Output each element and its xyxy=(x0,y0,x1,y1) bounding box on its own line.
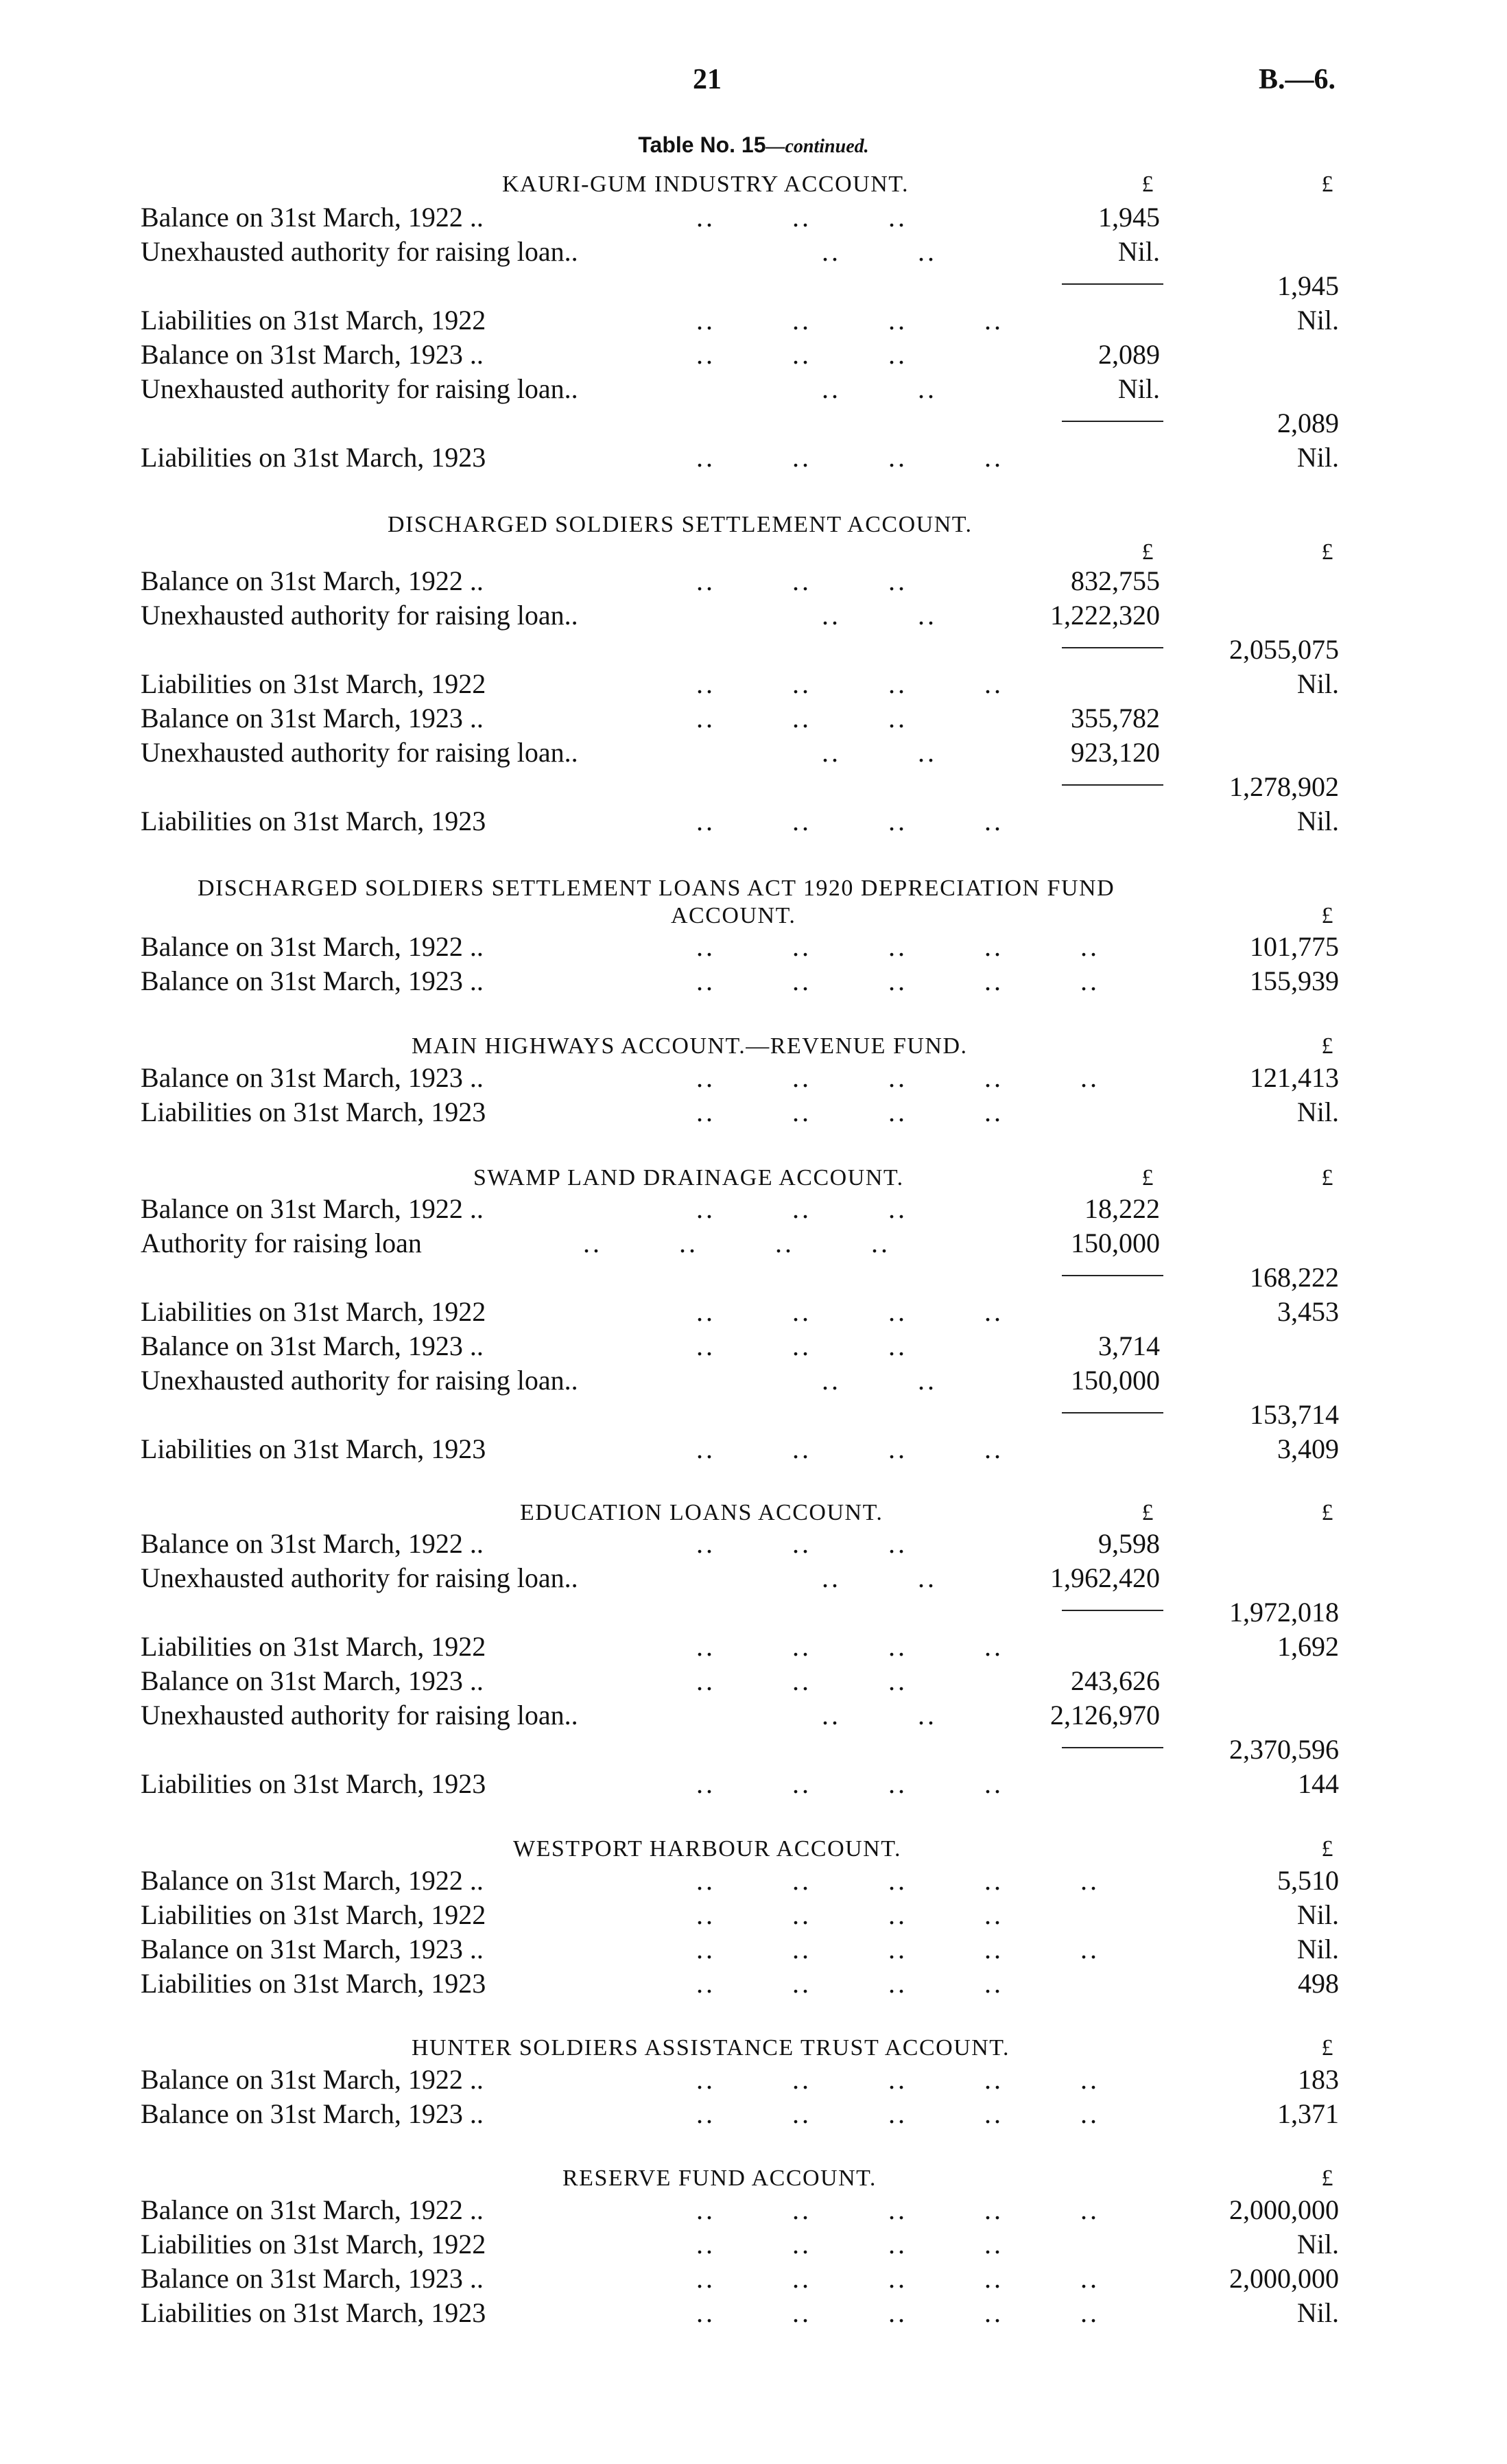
leader-dots: .. .. .. xyxy=(696,339,907,370)
amount: 168,222 xyxy=(1250,1262,1339,1293)
leader-dots: .. .. .. xyxy=(696,1193,907,1224)
table-row xyxy=(0,1226,1507,1260)
table-row xyxy=(0,1192,1507,1226)
amount: 1,371 xyxy=(1277,2098,1339,2129)
row-label: Unexhausted authority for raising loan.. xyxy=(141,1365,578,1396)
pound-sign: £ xyxy=(1141,172,1154,197)
table-row xyxy=(0,1733,1507,1767)
amount: Nil. xyxy=(1296,2297,1339,2328)
table-row xyxy=(0,1398,1507,1432)
table-row xyxy=(0,633,1507,667)
amount: 3,409 xyxy=(1277,1433,1339,1464)
table-row xyxy=(0,1932,1507,1967)
amount: 2,089 xyxy=(1277,408,1339,438)
amount: Nil. xyxy=(1117,236,1160,267)
leader-dots: .. .. xyxy=(822,1700,937,1730)
row-label: Liabilities on 31st March, 1923 xyxy=(141,1768,486,1799)
table-row xyxy=(0,964,1507,998)
row-label: Unexhausted authority for raising loan.. xyxy=(141,1700,578,1730)
amount: 18,222 xyxy=(1084,1193,1160,1224)
table-row xyxy=(0,2227,1507,2262)
pound-sign: £ xyxy=(1321,903,1334,928)
leader-dots: .. .. xyxy=(822,1365,937,1396)
table-row xyxy=(0,2296,1507,2330)
leader-dots: .. .. .. xyxy=(696,565,907,596)
section-title: RESERVE FUND ACCOUNT. xyxy=(562,2166,877,2191)
page-number: 21 xyxy=(693,64,722,95)
leader-dots: .. .. .. .. xyxy=(696,806,1004,836)
leader-dots: .. .. xyxy=(822,236,937,267)
table-row xyxy=(0,564,1507,598)
amount: 498 xyxy=(1298,1968,1339,1999)
amount: 1,692 xyxy=(1277,1631,1339,1662)
row-label: Balance on 31st March, 1922 .. xyxy=(141,2064,484,2095)
leader-dots: .. .. .. .. xyxy=(696,1433,1004,1464)
row-label: Liabilities on 31st March, 1923 xyxy=(141,1096,486,1127)
table-row xyxy=(0,441,1507,475)
amount: 155,939 xyxy=(1250,965,1339,996)
amount: 150,000 xyxy=(1071,1365,1160,1396)
table-row xyxy=(0,269,1507,303)
row-label: Balance on 31st March, 1923 .. xyxy=(141,339,484,370)
table-row xyxy=(0,1595,1507,1630)
row-label: Liabilities on 31st March, 1923 xyxy=(141,442,486,473)
amount: 923,120 xyxy=(1071,737,1160,768)
amount: 101,775 xyxy=(1250,931,1339,962)
row-label: Balance on 31st March, 1922 .. xyxy=(141,1865,484,1896)
leader-dots: .. .. xyxy=(822,600,937,631)
pound-sign: £ xyxy=(1321,2035,1334,2061)
table-row xyxy=(0,1561,1507,1595)
leader-dots: .. .. .. xyxy=(696,1528,907,1559)
amount: 355,782 xyxy=(1071,703,1160,734)
table-row xyxy=(0,1664,1507,1698)
leader-dots: .. .. .. .. .. xyxy=(696,2098,1100,2129)
row-label: Balance on 31st March, 1922 .. xyxy=(141,931,484,962)
row-label: Liabilities on 31st March, 1922 xyxy=(141,1631,486,1662)
pound-sign: £ xyxy=(1321,539,1334,565)
table-row xyxy=(0,1630,1507,1664)
amount: Nil. xyxy=(1296,1096,1339,1127)
amount: 3,714 xyxy=(1098,1330,1160,1361)
row-label: Liabilities on 31st March, 1923 xyxy=(141,806,486,836)
amount: 153,714 xyxy=(1250,1399,1339,1430)
leader-dots: .. .. .. .. xyxy=(696,668,1004,699)
pound-sign: £ xyxy=(1141,539,1154,565)
row-label: Liabilities on 31st March, 1923 xyxy=(141,1433,486,1464)
row-label: Liabilities on 31st March, 1923 xyxy=(141,2297,486,2328)
section-title: ACCOUNT. xyxy=(671,903,796,928)
leader-dots: .. .. .. .. xyxy=(696,2229,1004,2260)
amount: Nil. xyxy=(1296,806,1339,836)
leader-dots: .. .. .. .. .. xyxy=(696,2194,1100,2225)
table-row xyxy=(0,1967,1507,2001)
amount: 1,962,420 xyxy=(1050,1562,1160,1593)
table-row xyxy=(0,2097,1507,2131)
table-row xyxy=(0,1061,1507,1095)
leader-dots: .. .. .. .. .. xyxy=(696,931,1100,962)
row-label: Liabilities on 31st March, 1922 xyxy=(141,2229,486,2260)
row-label: Balance on 31st March, 1923 .. xyxy=(141,703,484,734)
section-title: DISCHARGED SOLDIERS SETTLEMENT LOANS ACT 1920 DEPRECIATION FUND xyxy=(198,876,1115,901)
table-row xyxy=(0,2063,1507,2097)
row-label: Balance on 31st March, 1923 .. xyxy=(141,965,484,996)
amount: 1,972,018 xyxy=(1229,1597,1339,1628)
leader-dots: .. .. .. .. .. xyxy=(696,2297,1100,2328)
row-label: Liabilities on 31st March, 1922 xyxy=(141,668,486,699)
row-label: Balance on 31st March, 1922 .. xyxy=(141,565,484,596)
table-row xyxy=(0,235,1507,269)
row-label: Balance on 31st March, 1923 .. xyxy=(141,2263,484,2294)
pound-sign: £ xyxy=(1141,1165,1154,1190)
row-label: Balance on 31st March, 1922 .. xyxy=(141,1193,484,1224)
pound-sign: £ xyxy=(1141,1500,1154,1525)
section-title: MAIN HIGHWAYS ACCOUNT.—REVENUE FUND. xyxy=(412,1033,968,1059)
pound-sign: £ xyxy=(1321,1500,1334,1525)
section-heading-swamp xyxy=(0,1161,1507,1195)
leader-dots: .. .. .. .. .. xyxy=(696,2064,1100,2095)
leader-dots: .. .. .. .. xyxy=(696,1968,1004,1999)
amount: 2,089 xyxy=(1098,339,1160,370)
row-label: Balance on 31st March, 1923 .. xyxy=(141,1062,484,1093)
pound-sign: £ xyxy=(1321,1165,1334,1190)
amount: 183 xyxy=(1298,2064,1339,2095)
table-row xyxy=(0,667,1507,701)
section-title: KAURI-GUM INDUSTRY ACCOUNT. xyxy=(502,172,910,197)
leader-dots: .. .. .. .. xyxy=(696,1899,1004,1930)
amount: 2,055,075 xyxy=(1229,634,1339,665)
row-label: Unexhausted authority for raising loan.. xyxy=(141,737,578,768)
leader-dots: .. .. .. .. .. xyxy=(696,965,1100,996)
table-row xyxy=(0,372,1507,406)
leader-dots: .. .. .. .. xyxy=(696,1096,1004,1127)
table-row xyxy=(0,1260,1507,1295)
section-heading-mh xyxy=(0,1029,1507,1064)
table-row xyxy=(0,1898,1507,1932)
table-row xyxy=(0,338,1507,372)
table-title-suffix: —continued. xyxy=(766,136,869,157)
table-row xyxy=(0,736,1507,770)
section-title: HUNTER SOLDIERS ASSISTANCE TRUST ACCOUNT. xyxy=(412,2035,1010,2061)
row-label: Balance on 31st March, 1923 .. xyxy=(141,2098,484,2129)
table-row xyxy=(0,804,1507,838)
amount: Nil. xyxy=(1117,373,1160,404)
row-label: Unexhausted authority for raising loan.. xyxy=(141,373,578,404)
table-row xyxy=(0,2193,1507,2227)
table-row xyxy=(0,303,1507,338)
amount: 832,755 xyxy=(1071,565,1160,596)
row-label: Balance on 31st March, 1922 .. xyxy=(141,1528,484,1559)
leader-dots: .. .. xyxy=(822,1562,937,1593)
section-title: EDUCATION LOANS ACCOUNT. xyxy=(520,1500,883,1525)
amount: 1,945 xyxy=(1098,202,1160,233)
amount: 1,278,902 xyxy=(1229,771,1339,802)
table-row xyxy=(0,598,1507,633)
leader-dots: .. .. .. xyxy=(696,1330,907,1361)
table-row xyxy=(0,1767,1507,1801)
amount: Nil. xyxy=(1296,442,1339,473)
table-title-main: Table No. 15 xyxy=(638,132,766,157)
leader-dots: .. .. .. .. .. xyxy=(696,1865,1100,1896)
leader-dots: .. .. .. .. xyxy=(696,305,1004,336)
row-label: Balance on 31st March, 1923 .. xyxy=(141,1330,484,1361)
leader-dots: .. .. .. xyxy=(696,703,907,734)
section-heading-reserve xyxy=(0,2161,1507,2196)
table-row xyxy=(0,2262,1507,2296)
table-row xyxy=(0,1329,1507,1363)
pound-sign: £ xyxy=(1321,2166,1334,2191)
section-title: SWAMP LAND DRAINAGE ACCOUNT. xyxy=(473,1165,904,1190)
section-heading-dsl-cont xyxy=(0,899,1507,933)
section-title: DISCHARGED SOLDIERS SETTLEMENT ACCOUNT. xyxy=(388,512,973,537)
row-label: Balance on 31st March, 1923 .. xyxy=(141,1665,484,1696)
pound-sign: £ xyxy=(1321,1033,1334,1059)
amount: 1,945 xyxy=(1277,270,1339,301)
row-label: Unexhausted authority for raising loan.. xyxy=(141,600,578,631)
leader-dots: .. .. xyxy=(822,737,937,768)
amount: 1,222,320 xyxy=(1050,600,1160,631)
amount: Nil. xyxy=(1296,668,1339,699)
table-row xyxy=(0,1295,1507,1329)
leader-dots: .. .. .. .. .. xyxy=(696,1062,1100,1093)
row-label: Liabilities on 31st March, 1922 xyxy=(141,1899,486,1930)
amount: 150,000 xyxy=(1071,1228,1160,1258)
section-heading-hunter xyxy=(0,2031,1507,2065)
pound-sign: £ xyxy=(1321,1836,1334,1862)
leader-dots: .. .. .. .. .. xyxy=(696,1934,1100,1964)
leader-dots: .. .. .. .. xyxy=(696,1296,1004,1327)
amount: 2,000,000 xyxy=(1229,2194,1339,2225)
amount: Nil. xyxy=(1296,1934,1339,1964)
table-row xyxy=(0,770,1507,804)
table-row xyxy=(0,1432,1507,1466)
pound-sign: £ xyxy=(1321,172,1334,197)
leader-dots: .. .. xyxy=(822,373,937,404)
leader-dots: .. .. .. xyxy=(696,1665,907,1696)
table-row xyxy=(0,406,1507,441)
leader-dots: .. .. .. .. xyxy=(696,442,1004,473)
leader-dots: .. .. .. .. xyxy=(583,1228,890,1258)
row-label: Liabilities on 31st March, 1922 xyxy=(141,305,486,336)
amount: 2,000,000 xyxy=(1229,2263,1339,2294)
section-heading-edu xyxy=(0,1496,1507,1530)
row-label: Balance on 31st March, 1922 .. xyxy=(141,202,484,233)
amount: Nil. xyxy=(1296,2229,1339,2260)
table-row xyxy=(0,1363,1507,1398)
amount: 121,413 xyxy=(1250,1062,1339,1093)
leader-dots: .. .. .. xyxy=(696,202,907,233)
document-reference: B.—6. xyxy=(1259,64,1336,95)
row-label: Balance on 31st March, 1922 .. xyxy=(141,2194,484,2225)
amount: 5,510 xyxy=(1277,1865,1339,1896)
amount: Nil. xyxy=(1296,1899,1339,1930)
amount: Nil. xyxy=(1296,305,1339,336)
amount: 2,126,970 xyxy=(1050,1700,1160,1730)
section-heading-kauri xyxy=(0,167,1507,202)
table-row xyxy=(0,200,1507,235)
row-label: Balance on 31st March, 1923 .. xyxy=(141,1934,484,1964)
section-title: WESTPORT HARBOUR ACCOUNT. xyxy=(513,1836,901,1862)
table-row xyxy=(0,930,1507,964)
row-label: Unexhausted authority for raising loan.. xyxy=(141,1562,578,1593)
row-label: Unexhausted authority for raising loan.. xyxy=(141,236,578,267)
table-row xyxy=(0,701,1507,736)
amount: 3,453 xyxy=(1277,1296,1339,1327)
amount: 2,370,596 xyxy=(1229,1734,1339,1765)
row-label: Liabilities on 31st March, 1922 xyxy=(141,1296,486,1327)
table-title xyxy=(0,132,1507,158)
section-heading-westport xyxy=(0,1832,1507,1866)
leader-dots: .. .. .. .. xyxy=(696,1768,1004,1799)
table-row xyxy=(0,1095,1507,1129)
leader-dots: .. .. .. .. xyxy=(696,1631,1004,1662)
leader-dots: .. .. .. .. .. xyxy=(696,2263,1100,2294)
amount: 9,598 xyxy=(1098,1528,1160,1559)
amount: 243,626 xyxy=(1071,1665,1160,1696)
table-row xyxy=(0,1527,1507,1561)
table-row xyxy=(0,1864,1507,1898)
row-label: Authority for raising loan xyxy=(141,1228,422,1258)
table-row xyxy=(0,1698,1507,1733)
amount: 144 xyxy=(1298,1768,1339,1799)
row-label: Liabilities on 31st March, 1923 xyxy=(141,1968,486,1999)
